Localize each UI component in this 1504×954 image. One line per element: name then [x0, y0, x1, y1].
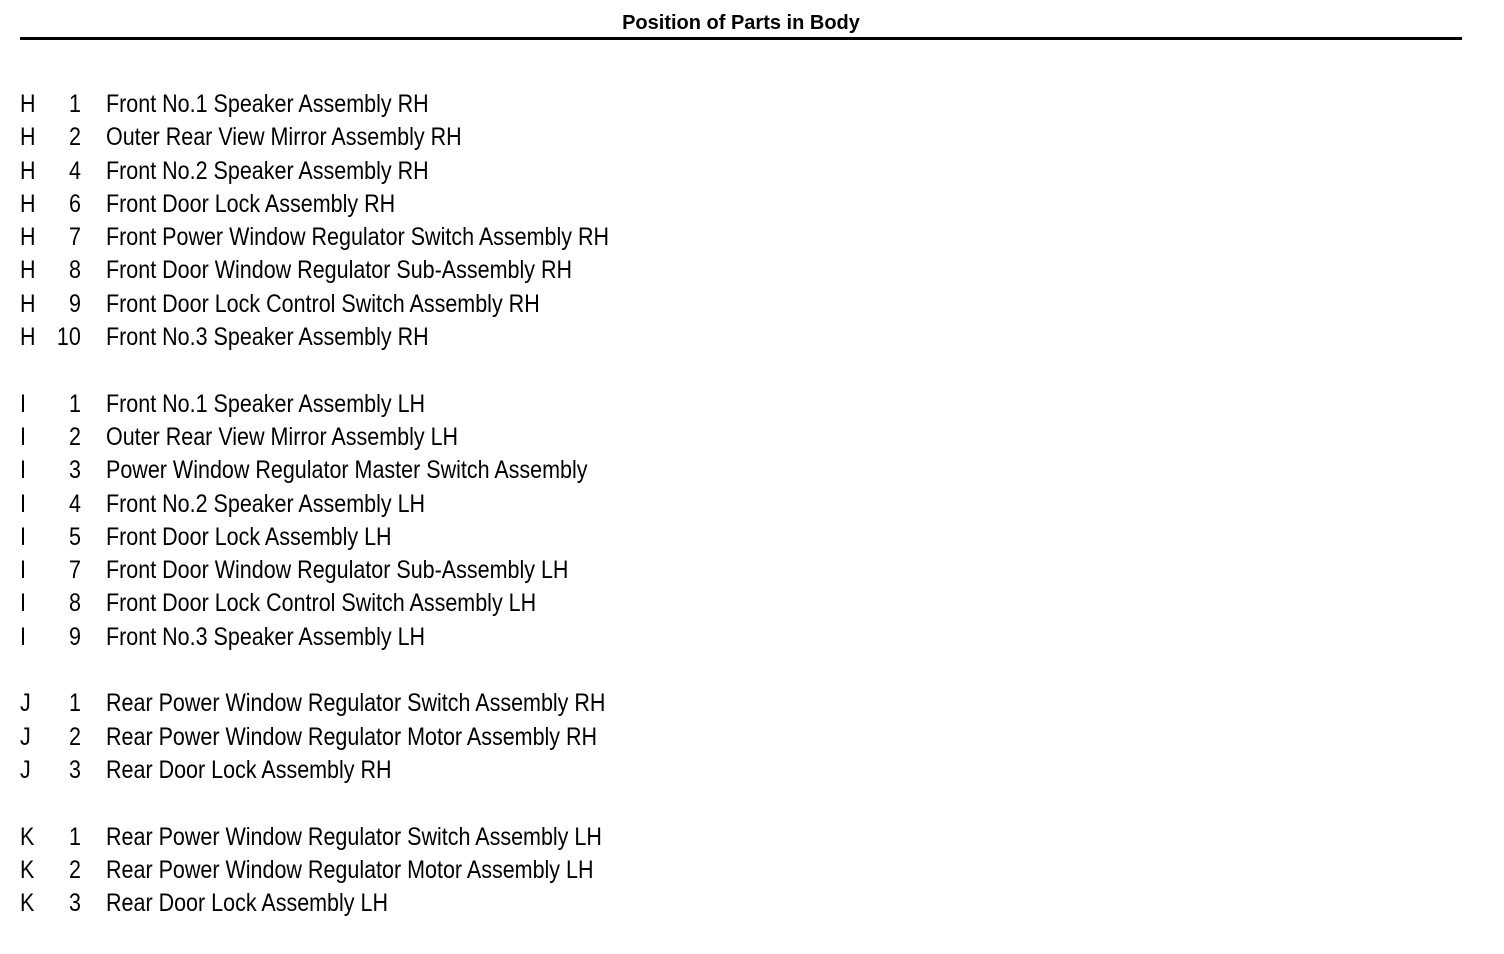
part-row — [0, 421, 1480, 454]
part-number: 9 — [69, 289, 81, 318]
part-location-code: H — [20, 323, 36, 352]
part-number: 3 — [69, 456, 81, 485]
part-number: 1 — [69, 90, 81, 118]
part-location-code: K — [20, 889, 35, 918]
part-row — [0, 754, 1480, 787]
parts-group-h — [0, 88, 1480, 354]
part-location-code: J — [20, 689, 31, 718]
part-row — [0, 887, 1480, 920]
part-row — [0, 254, 1480, 287]
part-number: 2 — [69, 123, 81, 152]
part-row — [0, 621, 1480, 654]
part-row — [0, 121, 1480, 154]
part-name: Front No.3 Speaker Assembly LH — [106, 622, 426, 651]
part-name: Rear Power Window Regulator Motor Assembly RH — [106, 722, 598, 751]
part-location-code: K — [20, 855, 35, 884]
part-location-code: H — [20, 289, 36, 318]
part-name: Front No.2 Speaker Assembly LH — [106, 489, 426, 518]
part-number: 3 — [69, 889, 81, 918]
part-row — [0, 88, 1480, 121]
part-name: Front Door Lock Control Switch Assembly RH — [106, 289, 540, 318]
part-name: Front Door Window Regulator Sub-Assembly LH — [106, 556, 569, 585]
part-name: Front Door Window Regulator Sub-Assembly RH — [106, 256, 572, 285]
part-name: Rear Door Lock Assembly RH — [106, 755, 392, 784]
part-row — [0, 521, 1480, 554]
part-number: 3 — [69, 755, 81, 784]
part-location-code: I — [20, 422, 26, 451]
part-number: 6 — [69, 189, 81, 218]
part-row — [0, 687, 1480, 720]
part-location-code: I — [20, 456, 26, 485]
part-number: 7 — [69, 223, 81, 252]
part-row — [0, 188, 1480, 221]
part-name: Front No.1 Speaker Assembly RH — [106, 90, 429, 118]
part-row — [0, 155, 1480, 188]
part-number: 1 — [69, 689, 81, 718]
part-number: 8 — [69, 256, 81, 285]
part-number: 2 — [69, 855, 81, 884]
part-name: Rear Door Lock Assembly LH — [106, 889, 388, 918]
part-row — [0, 854, 1480, 887]
part-name: Rear Power Window Regulator Motor Assembly LH — [106, 855, 594, 884]
part-name: Front Door Lock Assembly RH — [106, 189, 396, 218]
part-location-code: I — [20, 489, 26, 518]
part-location-code: I — [20, 556, 26, 585]
page-title: Position of Parts in Body — [622, 12, 860, 34]
title-divider — [20, 37, 1462, 40]
part-name: Front Door Lock Assembly LH — [106, 522, 392, 551]
part-row — [0, 554, 1480, 587]
part-name: Front No.1 Speaker Assembly LH — [106, 389, 426, 418]
part-name: Rear Power Window Regulator Switch Assembly RH — [106, 689, 606, 718]
part-number: 5 — [69, 522, 81, 551]
parts-group-k — [0, 821, 1480, 921]
part-name: Outer Rear View Mirror Assembly LH — [106, 422, 459, 451]
part-row — [0, 321, 1480, 354]
parts-list — [0, 88, 1480, 954]
part-name: Front Power Window Regulator Switch Assembly RH — [106, 223, 610, 252]
part-number: 1 — [69, 822, 81, 851]
parts-group-i — [0, 388, 1480, 654]
part-row — [0, 821, 1480, 854]
part-number: 8 — [69, 589, 81, 618]
part-name: Front No.3 Speaker Assembly RH — [106, 323, 429, 352]
part-location-code: H — [20, 256, 36, 285]
part-name: Front No.2 Speaker Assembly RH — [106, 156, 429, 185]
part-location-code: J — [20, 722, 31, 751]
part-number: 1 — [69, 389, 81, 418]
part-row — [0, 454, 1480, 487]
part-number: 2 — [69, 722, 81, 751]
part-row — [0, 388, 1480, 421]
part-row — [0, 221, 1480, 254]
part-location-code: I — [20, 389, 26, 418]
part-number: 2 — [69, 422, 81, 451]
part-location-code: I — [20, 522, 26, 551]
part-number: 7 — [69, 556, 81, 585]
part-row — [0, 721, 1480, 754]
part-name: Rear Power Window Regulator Switch Assembly LH — [106, 822, 602, 851]
part-number: 9 — [69, 622, 81, 651]
part-row — [0, 587, 1480, 620]
part-location-code: I — [20, 622, 26, 651]
part-name: Outer Rear View Mirror Assembly RH — [106, 123, 462, 152]
part-location-code: K — [20, 822, 35, 851]
part-location-code: I — [20, 589, 26, 618]
part-location-code: H — [20, 123, 36, 152]
part-location-code: H — [20, 156, 36, 185]
part-number: 4 — [69, 489, 81, 518]
part-row — [0, 488, 1480, 521]
parts-group-j — [0, 687, 1480, 787]
part-location-code: H — [20, 189, 36, 218]
part-location-code: J — [20, 755, 31, 784]
part-row — [0, 288, 1480, 321]
part-number: 10 — [57, 323, 81, 352]
part-location-code: H — [20, 223, 36, 252]
part-name: Front Door Lock Control Switch Assembly LH — [106, 589, 537, 618]
part-name: Power Window Regulator Master Switch Assembly — [106, 456, 588, 485]
part-location-code: H — [20, 90, 36, 118]
part-number: 4 — [69, 156, 81, 185]
